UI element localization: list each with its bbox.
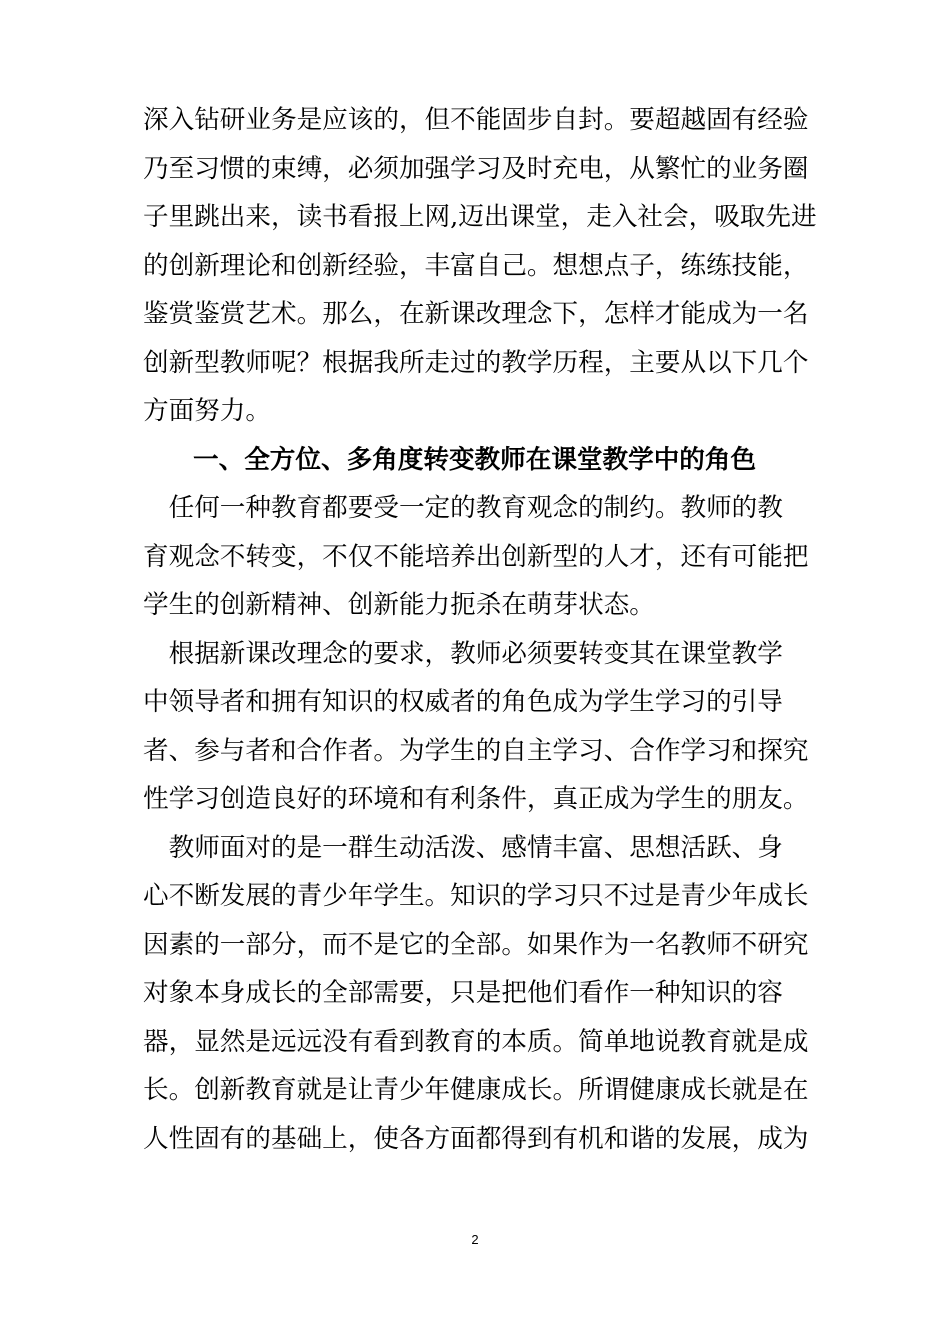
text-line: 根据新课改理念的要求，教师必须要转变其在课堂教学 [143,638,783,669]
text-line: 鉴赏鉴赏艺术。那么，在新课改理念下，怎样才能成为一名 [143,299,809,329]
text-line: 性学习创造良好的环境和有利条件，真正成为学生的朋友。 [143,784,809,814]
text-line: 方面努力。 [143,396,271,426]
section-heading: 一、全方位、多角度转变教师在课堂教学中的角色 [193,444,757,475]
text-line: 中领导者和拥有知识的权威者的角色成为学生学习的引导 [143,687,783,717]
text-line: 长。创新教育就是让青少年健康成长。所谓健康成长就是在 [143,1075,809,1105]
text-line: 乃至习惯的束缚，必须加强学习及时充电，从繁忙的业务圈 [143,153,809,184]
text-line: 对象本身成长的全部需要，只是把他们看作一种知识的容 [143,978,783,1008]
text-line: 者、参与者和合作者。为学生的自主学习、合作学习和探究 [143,735,809,766]
text-line: 器，显然是远远没有看到教育的本质。简单地说教育就是成 [143,1026,809,1057]
page-number: 2 [471,1232,479,1247]
text-line: 育观念不转变，不仅不能培养出创新型的人才，还有可能把 [143,541,809,572]
text-line: 子里跳出来，读书看报上网,迈出课堂，走入社会，吸取先进 [143,202,817,232]
text-line: 的创新理论和创新经验，丰富自己。想想点子，练练技能， [143,250,809,281]
text-line: 深入钻研业务是应该的，但不能固步自封。要超越固有经验 [143,105,809,135]
text-line: 创新型教师呢？根据我所走过的教学历程，主要从以下几个 [143,347,809,378]
document-body [143,96,823,1163]
text-line: 学生的创新精神、创新能力扼杀在萌芽状态。 [143,590,655,620]
text-line: 因素的一部分，而不是它的全部。如果作为一名教师不研究 [143,929,809,960]
text-line: 心不断发展的青少年学生。知识的学习只不过是青少年成长 [143,881,809,911]
text-line: 任何一种教育都要受一定的教育观念的制约。教师的教 [143,493,783,523]
text-line: 教师面对的是一群生动活泼、感情丰富、思想活跃、身 [143,832,783,863]
text-line: 人性固有的基础上，使各方面都得到有机和谐的发展，成为 [143,1123,809,1154]
